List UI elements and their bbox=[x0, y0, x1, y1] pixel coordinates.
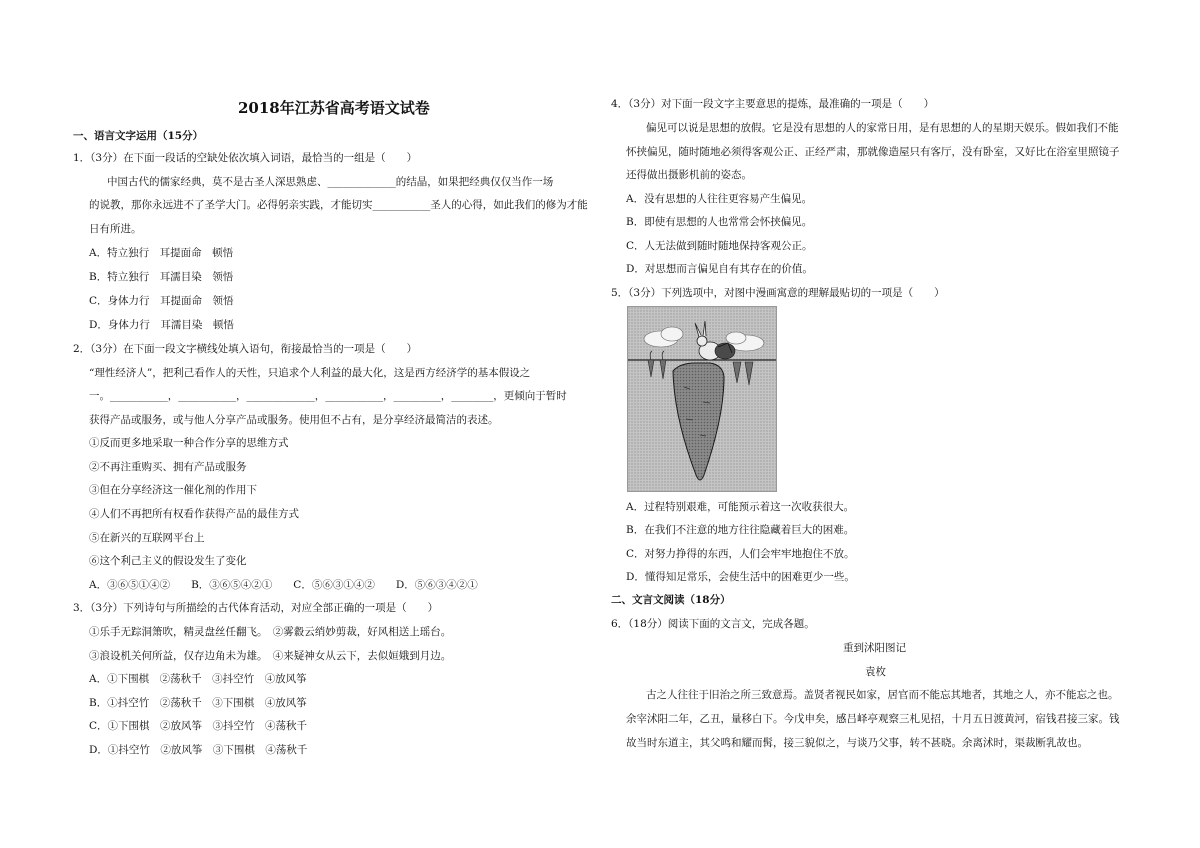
q2-sentence: ⑤在新兴的互联网平台上 bbox=[89, 532, 205, 544]
q1-stem: 1．（3分）在下面一段话的空缺处依次填入词语，最恰当的一组是（ ） bbox=[73, 152, 418, 164]
q2-sentence: ⑥这个利己主义的假设发生了变化 bbox=[89, 555, 247, 567]
carrot-cartoon-image bbox=[627, 306, 777, 492]
q5-option-c: C．对努力挣得的东西，人们会牢牢地抱住不放。 bbox=[626, 548, 855, 560]
q1-passage-line: 中国古代的儒家经典，莫不是古圣人深思熟虑、_____________的结晶，如果把经典仅仅当作一场 bbox=[107, 176, 554, 188]
q2-stem: 2．（3分）在下面一段文字横线处填入语句，衔接最恰当的一项是（ ） bbox=[73, 343, 418, 355]
q2-passage-line: “理性经济人”，把利己看作人的天性，只追求个人利益的最大化，这是西方经济学的基本假设之 bbox=[89, 367, 531, 379]
q5-stem: 5．（3分）下列选项中，对图中漫画寓意的理解最贴切的一项是（ ） bbox=[611, 287, 945, 299]
q4-stem: 4．（3分）对下面一段文字主要意思的提炼，最准确的一项是（ ） bbox=[611, 98, 935, 110]
essay-paragraph-line: 故当时东道主，其父鸣和耀而髯，接三貌似之，与谈乃父事，转不甚晓。余离沭时，渠裁断乳故也。 bbox=[626, 737, 1088, 749]
q3-option-a: A．①下围棋 ②荡秋千 ③抖空竹 ④放风筝 bbox=[89, 673, 307, 685]
q2-sentence: ①反而更多地采取一种合作分享的思维方式 bbox=[89, 437, 289, 449]
q1-passage-line: 的说教，那你永远进不了圣学大门。必得躬亲实践，才能切实___________圣人的心得，如此我们的修为才能 bbox=[89, 199, 588, 211]
q4-option-a: A．没有思想的人往往更容易产生偏见。 bbox=[626, 193, 813, 205]
q6-stem: 6．（18分）阅读下面的文言文，完成各题。 bbox=[611, 618, 815, 630]
essay-paragraph-line: 余宰沭阳二年，乙丑，量移白下。今戊申矣，感吕峄亭观察三札见招，十月五日渡黄河，宿钱君接三家。钱 bbox=[626, 713, 1120, 725]
q3-option-c: C．①下围棋 ②放风筝 ③抖空竹 ④荡秋千 bbox=[89, 720, 308, 732]
q2-options: A．③⑥⑤①④② B．③⑥⑤④②① C．⑤⑥③①④② D．⑤⑥③④②① bbox=[89, 579, 478, 591]
q5-option-a: A．过程特别艰难，可能预示着这一次收获很大。 bbox=[626, 501, 855, 513]
q1-option-a: A．特立独行 耳提面命 顿悟 bbox=[89, 247, 234, 259]
q3-option-d: D．①抖空竹 ②放风筝 ③下围棋 ④荡秋千 bbox=[89, 744, 308, 756]
q1-option-b: B．特立独行 耳濡目染 领悟 bbox=[89, 271, 234, 283]
q4-passage-line: 偏见可以说是思想的放假。它是没有思想的人的家常日用，是有思想的人的星期天娱乐。假如我们不能 bbox=[646, 122, 1119, 134]
section-heading-2: 二、文言文阅读（18分） bbox=[611, 594, 731, 606]
q1-passage-line: 日有所进。 bbox=[89, 223, 142, 235]
essay-paragraph-line: 古之人往往于旧治之所三致意焉。盖贤者视民如家，居官而不能忘其地者，其地之人，亦不能忘之也。 bbox=[646, 689, 1119, 701]
q4-option-c: C．人无法做到随时随地保持客观公正。 bbox=[626, 240, 813, 252]
q2-passage-line: 获得产品或服务，或与他人分享产品或服务。使用但不占有，是分享经济最简洁的表述。 bbox=[89, 414, 499, 426]
q3-poem-line: ③浪设机关何所益，仅存边角未为雄。 ④来疑神女从云下，去似姮娥到月边。 bbox=[89, 650, 452, 662]
q3-option-b: B．①抖空竹 ②荡秋千 ③下围棋 ④放风筝 bbox=[89, 697, 307, 709]
page-title: 2018年江苏省高考语文试卷 bbox=[238, 99, 430, 117]
q2-sentence: ④人们不再把所有权看作获得产品的最佳方式 bbox=[89, 508, 299, 520]
essay-author: 袁枚 bbox=[865, 666, 886, 678]
section-heading-1: 一、语言文字运用（15分） bbox=[73, 130, 204, 142]
q2-sentence: ③但在分享经济这一催化剂的作用下 bbox=[89, 484, 257, 496]
q2-passage-line: 一。___________，___________，_____________，___________，_________，________，更倾向于暂时 bbox=[89, 390, 567, 402]
q4-passage-line: 怀挟偏见，随时随地必须得客观公正、正经严肃，那就像造屋只有客厅，没有卧室，又好比在浴室里照镜子 bbox=[626, 146, 1120, 158]
q5-option-d: D．懂得知足常乐，会使生活中的困难更少一些。 bbox=[626, 571, 855, 583]
q4-option-b: B．即使有思想的人也常常会怀挟偏见。 bbox=[626, 216, 813, 228]
q4-option-d: D．对思想而言偏见自有其存在的价值。 bbox=[626, 263, 813, 275]
q3-poem-line: ①乐手无踪洞箫吹，精灵盘丝任翻飞。 ②雾縠云绡妙剪裁，好风相送上瑶台。 bbox=[89, 626, 452, 638]
essay-title: 重到沭阳图记 bbox=[843, 642, 906, 654]
q5-option-b: B．在我们不注意的地方往往隐藏着巨大的困难。 bbox=[626, 524, 855, 536]
q1-option-d: D．身体力行 耳濡目染 顿悟 bbox=[89, 319, 234, 331]
q1-option-c: C．身体力行 耳提面命 领悟 bbox=[89, 295, 234, 307]
q2-sentence: ②不再注重购买、拥有产品或服务 bbox=[89, 461, 247, 473]
q4-passage-line: 还得做出摄影机前的姿态。 bbox=[626, 169, 752, 181]
q3-stem: 3．（3分）下列诗句与所描绘的古代体育活动，对应全部正确的一项是（ ） bbox=[73, 602, 439, 614]
